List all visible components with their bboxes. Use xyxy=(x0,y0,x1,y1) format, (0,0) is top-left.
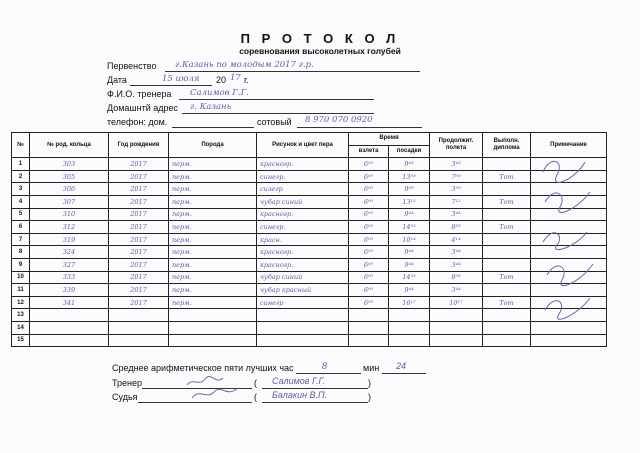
landing-time-cell: 14³³ xyxy=(389,221,430,234)
takeoff-time-cell: 6⁰⁰ xyxy=(349,296,389,309)
takeoff-time-cell: 6⁰⁰ xyxy=(349,233,389,246)
trainer-paren-open: ( xyxy=(254,378,257,388)
table-row xyxy=(12,296,607,309)
row-number-cell: 15 xyxy=(12,334,30,347)
footer-judge-label: Судья xyxy=(112,392,138,402)
breed-cell xyxy=(169,334,257,347)
table-row xyxy=(12,258,607,271)
date-year-suffix: г. xyxy=(244,75,249,85)
diploma-cell xyxy=(483,321,531,334)
championship-value: г.Казань по молодым 2017 г.р. xyxy=(175,60,314,70)
diploma-cell xyxy=(483,334,531,347)
ring-number-cell: 305 xyxy=(30,170,109,183)
table-row xyxy=(12,321,607,334)
birth-year-cell: 2017 xyxy=(109,221,169,234)
takeoff-time-cell xyxy=(349,321,389,334)
breed-cell: перм. xyxy=(169,284,257,297)
landing-time-cell: 9⁴⁴ xyxy=(389,208,430,221)
breed-cell: перм. xyxy=(169,195,257,208)
breed-cell: перм. xyxy=(169,233,257,246)
breed-cell: перм. xyxy=(169,158,257,171)
judge-sign-underline xyxy=(138,402,252,403)
row-number-cell: 4 xyxy=(12,195,30,208)
row-number-cell: 5 xyxy=(12,208,30,221)
col-header-ring: № род. кольца xyxy=(30,133,109,158)
flight-duration-cell: 10¹⁷ xyxy=(430,296,483,309)
signature-scribble xyxy=(543,232,587,250)
feather-color-cell xyxy=(257,334,349,347)
takeoff-time-cell: 6⁰⁰ xyxy=(349,158,389,171)
diploma-cell xyxy=(483,309,531,322)
address-label: Домашнтй адрес xyxy=(107,103,179,113)
birth-year-cell: 2017 xyxy=(109,271,169,284)
ring-number-cell: 307 xyxy=(30,195,109,208)
trainer-label: Ф.И.О. тренера xyxy=(107,89,172,99)
phone-underline xyxy=(172,127,254,128)
birth-year-cell: 2017 xyxy=(109,284,169,297)
feather-color-cell: красн. xyxy=(257,233,349,246)
ring-number-cell: 327 xyxy=(30,258,109,271)
flight-duration-cell: 3⁴⁴ xyxy=(430,258,483,271)
diploma-cell xyxy=(483,208,531,221)
takeoff-time-cell: 6⁰⁰ xyxy=(349,208,389,221)
feather-color-cell: чубар синий xyxy=(257,271,349,284)
table-row xyxy=(12,183,607,196)
flight-duration-cell: 3⁴⁴ xyxy=(430,208,483,221)
trainer-name-underline xyxy=(262,388,368,389)
judge-signature xyxy=(190,386,240,402)
phone-label: телефон: дом. xyxy=(107,117,168,127)
takeoff-time-cell: 6⁰⁰ xyxy=(349,221,389,234)
birth-year-cell: 2017 xyxy=(109,233,169,246)
ring-number-cell xyxy=(30,309,109,322)
breed-cell: перм. xyxy=(169,221,257,234)
row-number-cell: 12 xyxy=(12,296,30,309)
birth-year-cell: 2017 xyxy=(109,208,169,221)
document-subtitle: соревнования высоколетных голубей xyxy=(239,46,401,56)
takeoff-time-cell xyxy=(349,309,389,322)
takeoff-time-cell: 6⁰⁰ xyxy=(349,284,389,297)
ring-number-cell: 319 xyxy=(30,233,109,246)
ring-number-cell: 303 xyxy=(30,158,109,171)
mobile-underline xyxy=(297,127,422,128)
birth-year-cell xyxy=(109,309,169,322)
flight-duration-cell xyxy=(430,309,483,322)
date-label: Дата xyxy=(107,75,127,85)
landing-time-cell: 10¹⁴ xyxy=(389,233,430,246)
feather-color-cell: красногр. xyxy=(257,208,349,221)
row-number-cell: 9 xyxy=(12,258,30,271)
takeoff-time-cell: 6⁰⁰ xyxy=(349,183,389,196)
signature-scribble xyxy=(192,388,238,398)
breed-cell: перм. xyxy=(169,258,257,271)
row-number-cell: 6 xyxy=(12,221,30,234)
row-number-cell: 13 xyxy=(12,309,30,322)
address-underline xyxy=(182,113,374,114)
col-header-duration: Продолжит. полета xyxy=(430,133,483,158)
breed-cell xyxy=(169,321,257,334)
feather-color-cell: красногр. xyxy=(257,158,349,171)
row-number-cell: 7 xyxy=(12,233,30,246)
feather-color-cell: синегр. xyxy=(257,221,349,234)
feather-color-cell xyxy=(257,309,349,322)
average-hours-underline xyxy=(296,373,361,374)
table-row xyxy=(12,195,607,208)
col-header-landing: посадки xyxy=(389,145,430,158)
average-hours: 8 xyxy=(322,361,328,371)
feather-color-cell: синегр xyxy=(257,296,349,309)
takeoff-time-cell: 6⁰⁰ xyxy=(349,170,389,183)
diploma-cell xyxy=(483,258,531,271)
landing-time-cell xyxy=(389,309,430,322)
col-header-year: Год рождения xyxy=(109,133,169,158)
table-row xyxy=(12,284,607,297)
table-row xyxy=(12,233,607,246)
col-header-time: Время xyxy=(349,133,430,146)
col-header-n: № xyxy=(12,133,30,158)
diploma-cell xyxy=(483,158,531,171)
document-title: П Р О Т О К О Л xyxy=(240,31,400,46)
mobile-label: сотовый xyxy=(257,117,292,127)
takeoff-time-cell: 6⁰⁰ xyxy=(349,271,389,284)
signature-scribble xyxy=(543,161,585,182)
row-number-cell: 11 xyxy=(12,284,30,297)
flight-duration-cell: 8³³ xyxy=(430,221,483,234)
average-label: Среднее арифметическое пяти лучших час xyxy=(112,363,294,373)
landing-time-cell: 9⁵⁹ xyxy=(389,183,430,196)
birth-year-cell: 2017 xyxy=(109,158,169,171)
flight-duration-cell: 3⁴⁴ xyxy=(430,246,483,259)
landing-time-cell: 9⁴⁴ xyxy=(389,246,430,259)
remarks-signatures xyxy=(535,150,605,325)
birth-year-cell: 2017 xyxy=(109,258,169,271)
trainer-paren-close: ) xyxy=(368,378,371,388)
table-row xyxy=(12,221,607,234)
mobile-value: 8 970 070 0920 xyxy=(305,115,373,125)
col-header-breed: Порода xyxy=(169,133,257,158)
birth-year-cell: 2017 xyxy=(109,195,169,208)
signature-scribble xyxy=(545,298,590,319)
birth-year-cell: 2017 xyxy=(109,170,169,183)
ring-number-cell: 312 xyxy=(30,221,109,234)
championship-underline xyxy=(165,71,420,72)
flight-duration-cell: 7⁰⁸ xyxy=(430,170,483,183)
landing-time-cell xyxy=(389,321,430,334)
feather-color-cell: красногр. xyxy=(257,258,349,271)
trainer-value: Салимов Г.Г. xyxy=(190,88,249,98)
col-header-takeoff: взлета xyxy=(349,145,389,158)
birth-year-cell: 2017 xyxy=(109,246,169,259)
row-number-cell: 2 xyxy=(12,170,30,183)
breed-cell: перм. xyxy=(169,170,257,183)
col-header-diploma: Выполн. диплома xyxy=(483,133,531,158)
diploma-cell xyxy=(483,284,531,297)
takeoff-time-cell: 6⁰⁰ xyxy=(349,246,389,259)
average-minutes-underline xyxy=(382,373,426,374)
feather-color-cell xyxy=(257,321,349,334)
ring-number-cell: 324 xyxy=(30,246,109,259)
row-number-cell: 3 xyxy=(12,183,30,196)
ring-number-cell xyxy=(30,321,109,334)
diploma-cell: Тот xyxy=(483,221,531,234)
breed-cell: перм. xyxy=(169,183,257,196)
flight-duration-cell xyxy=(430,334,483,347)
birth-year-cell xyxy=(109,334,169,347)
diploma-cell: Тот xyxy=(483,170,531,183)
ring-number-cell: 341 xyxy=(30,296,109,309)
flight-duration-cell: 7¹² xyxy=(430,195,483,208)
championship-label: Первенство xyxy=(107,61,157,71)
date-underline xyxy=(130,85,212,86)
diploma-cell: Тот xyxy=(483,271,531,284)
trainer-underline xyxy=(179,99,374,100)
date-year-hand: 17 xyxy=(230,73,241,83)
judge-name-underline xyxy=(262,402,368,403)
landing-time-cell: 16¹⁷ xyxy=(389,296,430,309)
row-number-cell: 14 xyxy=(12,321,30,334)
landing-time-cell: 9⁴⁴ xyxy=(389,284,430,297)
feather-color-cell: синегр. xyxy=(257,170,349,183)
col-header-color: Рисунок и цвет пера xyxy=(257,133,349,158)
feather-color-cell: чубар синий xyxy=(257,195,349,208)
table-row xyxy=(12,246,607,259)
birth-year-cell: 2017 xyxy=(109,296,169,309)
breed-cell: перм. xyxy=(169,208,257,221)
ring-number-cell: 306 xyxy=(30,183,109,196)
signature-scribble xyxy=(545,192,590,212)
landing-time-cell xyxy=(389,334,430,347)
diploma-cell: Тот xyxy=(483,296,531,309)
date-day-month: 15 июля xyxy=(162,74,200,84)
breed-cell: перм. xyxy=(169,296,257,309)
feather-color-cell: красногр. xyxy=(257,246,349,259)
table-row xyxy=(12,309,607,322)
landing-time-cell: 13⁰⁸ xyxy=(389,170,430,183)
table-row xyxy=(12,170,607,183)
breed-cell: перм. xyxy=(169,246,257,259)
row-number-cell: 10 xyxy=(12,271,30,284)
flight-duration-cell: 8⁵³ xyxy=(430,271,483,284)
table-row xyxy=(12,271,607,284)
diploma-cell xyxy=(483,246,531,259)
landing-time-cell: 14⁵³ xyxy=(389,271,430,284)
average-minutes: 24 xyxy=(396,361,407,371)
landing-time-cell: 9⁴⁴ xyxy=(389,258,430,271)
trainer-sig-name: Салимов Г.Г. xyxy=(272,376,325,386)
judge-paren-close: ) xyxy=(368,392,371,402)
ring-number-cell: 339 xyxy=(30,284,109,297)
results-table-body xyxy=(12,158,607,347)
flight-duration-cell: 3⁴⁴ xyxy=(430,284,483,297)
signature-scribble xyxy=(547,264,593,286)
landing-time-cell: 9⁴³ xyxy=(389,158,430,171)
feather-color-cell: чубар красный xyxy=(257,284,349,297)
landing-time-cell: 13¹² xyxy=(389,195,430,208)
minutes-label: мин xyxy=(363,363,380,373)
col-header-note: Примечание xyxy=(531,133,607,158)
row-number-cell: 1 xyxy=(12,158,30,171)
ring-number-cell: 333 xyxy=(30,271,109,284)
diploma-cell xyxy=(483,233,531,246)
takeoff-time-cell: 6⁰⁰ xyxy=(349,258,389,271)
diploma-cell xyxy=(483,183,531,196)
note-cell xyxy=(531,334,607,347)
address-value: г. Казань xyxy=(190,102,232,112)
signature-scribble xyxy=(187,376,223,385)
ring-number-cell: 310 xyxy=(30,208,109,221)
diploma-cell: Тот xyxy=(483,195,531,208)
takeoff-time-cell xyxy=(349,334,389,347)
breed-cell xyxy=(169,309,257,322)
flight-duration-cell: 3⁴³ xyxy=(430,158,483,171)
table-row xyxy=(12,158,607,171)
flight-duration-cell: 3⁵⁹ xyxy=(430,183,483,196)
judge-sig-name: Балакин В.П. xyxy=(272,390,328,400)
table-row xyxy=(12,208,607,221)
takeoff-time-cell: 6⁰⁰ xyxy=(349,195,389,208)
table-row xyxy=(12,334,607,347)
breed-cell: перм. xyxy=(169,271,257,284)
flight-duration-cell xyxy=(430,321,483,334)
flight-duration-cell: 4¹⁴ xyxy=(430,233,483,246)
birth-year-cell: 2017 xyxy=(109,183,169,196)
date-year-prefix: 20 xyxy=(216,75,227,85)
footer-trainer-label: Тренер xyxy=(112,378,142,388)
ring-number-cell xyxy=(30,334,109,347)
judge-paren-open: ( xyxy=(254,392,257,402)
results-table xyxy=(11,132,607,347)
birth-year-cell xyxy=(109,321,169,334)
row-number-cell: 8 xyxy=(12,246,30,259)
feather-color-cell: сизегр xyxy=(257,183,349,196)
